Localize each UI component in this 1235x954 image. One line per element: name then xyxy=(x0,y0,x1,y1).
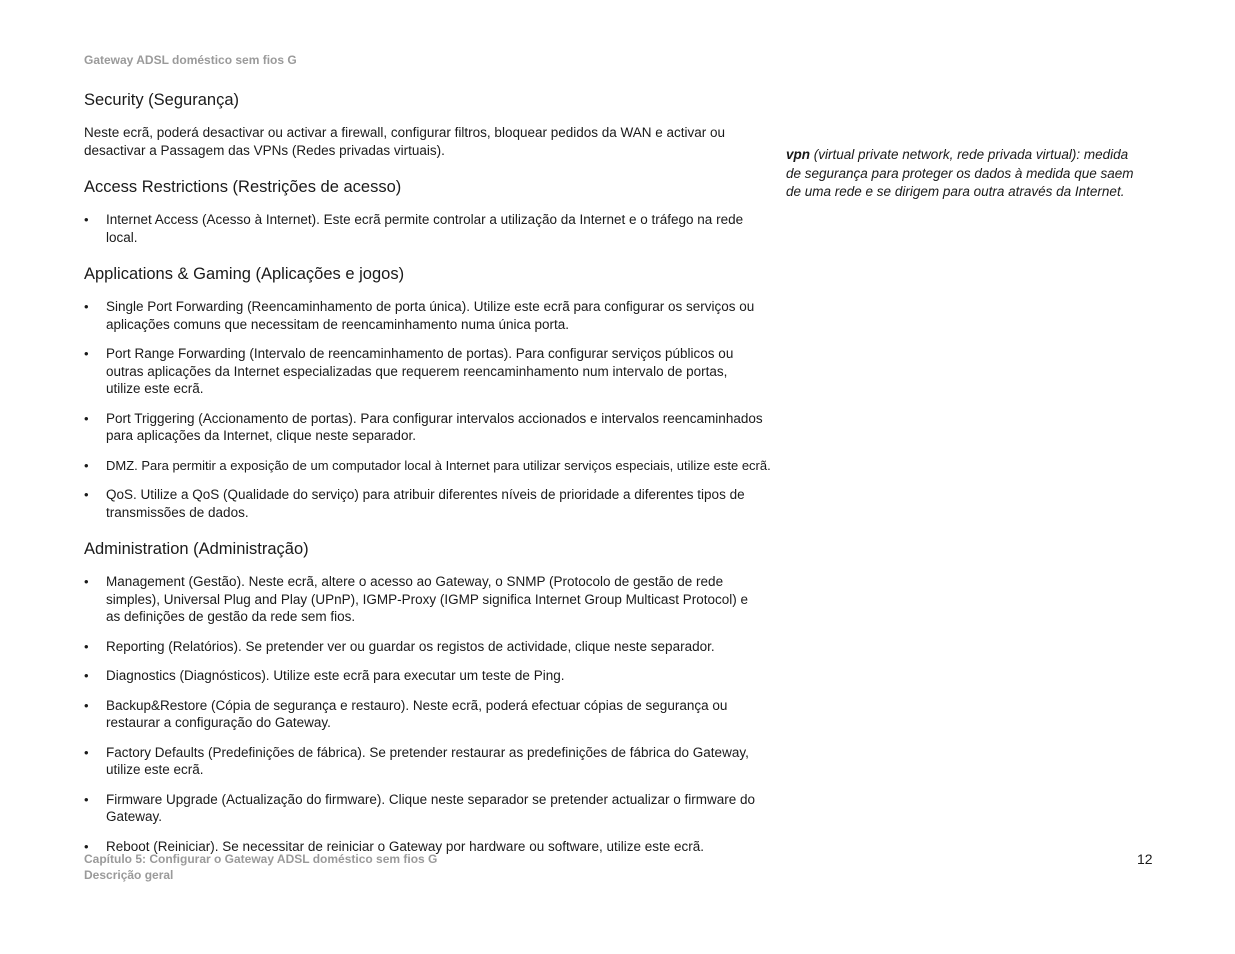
list-item xyxy=(84,486,764,521)
bullet-icon: • xyxy=(84,212,89,227)
bullet-icon: • xyxy=(84,791,89,807)
running-header: Gateway ADSL doméstico sem fios G xyxy=(84,53,297,67)
list-item-text: DMZ. Para permitir a exposição de um computador local à Internet para utilizar serviços especiais, utilize este ecrã. xyxy=(106,457,771,473)
glossary-definition: (virtual private network, rede privada virtual): medida de segurança para proteger os dados à medida que saem de uma rede e se dirigem para outra através da Internet. xyxy=(786,147,1134,199)
bullet-icon: • xyxy=(84,457,89,473)
list-item-text: Port Range Forwarding (Intervalo de reencaminhamento de portas). Para configurar serviços públicos ou outras aplicações da Internet especializadas que requerem reencaminhamento num intervalo de portas, utilize este ecrã. xyxy=(106,346,734,396)
page-number: 12 xyxy=(1137,851,1153,867)
bullet-icon: • xyxy=(84,638,89,654)
security-body: Neste ecrã, poderá desactivar ou activar a firewall, configurar filtros, bloquear pedidos da WAN e activar ou desactivar a Passagem das VPNs (Redes privadas virtuais). xyxy=(84,125,726,158)
list-item-text: Port Triggering (Accionamento de portas). Para configurar intervalos accionados e intervalos reencaminhados para aplicações da Internet, clique neste separador. xyxy=(106,410,763,443)
list-item-text: Reporting (Relatórios). Se pretender ver ou guardar os registos de actividade, clique neste separador. xyxy=(106,638,715,654)
list-item-text: Factory Defaults (Predefinições de fábrica). Se pretender restaurar as predefinições de fábrica do Gateway, utilize este ecrã. xyxy=(106,744,749,777)
applications-gaming-heading: Applications & Gaming (Aplicações e jogos) xyxy=(84,265,405,283)
list-item xyxy=(84,211,764,246)
list-item-text: Management (Gestão). Neste ecrã, altere o acesso ao Gateway, o SNMP (Protocolo de gestão de rede simples), Universal Plug and Play (UPnP), IGMP-Proxy (IGMP significa Internet Group Multicast Protocol) e as definições de gestão da rede sem fios. xyxy=(106,574,748,624)
list-item xyxy=(84,345,764,398)
applications-gaming-list xyxy=(84,298,771,521)
bullet-icon: • xyxy=(84,838,89,854)
list-item xyxy=(84,638,764,656)
list-item-text: Internet Access (Acesso à Internet). Este ecrã permite controlar a utilização da Internet e o tráfego na rede local. xyxy=(106,212,744,245)
list-item xyxy=(84,298,764,333)
list-item xyxy=(84,667,764,685)
security-heading: Security (Segurança) xyxy=(84,91,239,109)
footer-chapter: Capítulo 5: Configurar o Gateway ADSL doméstico sem fios G xyxy=(84,852,438,866)
bullet-icon: • xyxy=(84,299,89,314)
administration-list xyxy=(84,573,764,855)
list-item-text: Reboot (Reiniciar). Se necessitar de reiniciar o Gateway por hardware ou software, utilize este ecrã. xyxy=(106,838,705,854)
glossary-sidebar xyxy=(786,146,1141,202)
list-item xyxy=(84,744,764,779)
list-item-text: Backup&Restore (Cópia de segurança e restauro). Neste ecrã, poderá efectuar cópias de segurança ou restaurar a configuração do Gateway. xyxy=(106,697,728,730)
access-restrictions-list xyxy=(84,211,764,246)
list-item xyxy=(84,697,764,732)
list-item xyxy=(84,573,764,626)
list-item xyxy=(84,791,764,826)
list-item-text: Firmware Upgrade (Actualização do firmware). Clique neste separador se pretender actualizar o firmware do Gateway. xyxy=(106,791,756,824)
bullet-icon: • xyxy=(84,744,89,760)
glossary-term: vpn xyxy=(786,147,811,162)
bullet-icon: • xyxy=(84,487,89,502)
access-restrictions-heading: Access Restrictions (Restrições de acesso) xyxy=(84,178,402,196)
bullet-icon: • xyxy=(84,574,89,589)
list-item-text: Single Port Forwarding (Reencaminhamento de porta única). Utilize este ecrã para configurar os serviços ou aplicações comuns que necessitam de reencaminhamento numa única porta. xyxy=(106,299,755,332)
footer-section: Descrição geral xyxy=(84,868,174,882)
page-footer xyxy=(84,851,437,883)
bullet-icon: • xyxy=(84,410,89,426)
bullet-icon: • xyxy=(84,668,89,683)
bullet-icon: • xyxy=(84,697,89,713)
list-item xyxy=(84,410,764,445)
main-content xyxy=(84,89,771,855)
list-item-text: Diagnostics (Diagnósticos). Utilize este ecrã para executar um teste de Ping. xyxy=(106,668,565,683)
bullet-icon: • xyxy=(84,346,89,361)
list-item xyxy=(84,457,771,475)
list-item-text: QoS. Utilize a QoS (Qualidade do serviço) para atribuir diferentes níveis de prioridade a diferentes tipos de transmissões de dados. xyxy=(106,487,745,520)
administration-heading: Administration (Administração) xyxy=(84,540,309,558)
